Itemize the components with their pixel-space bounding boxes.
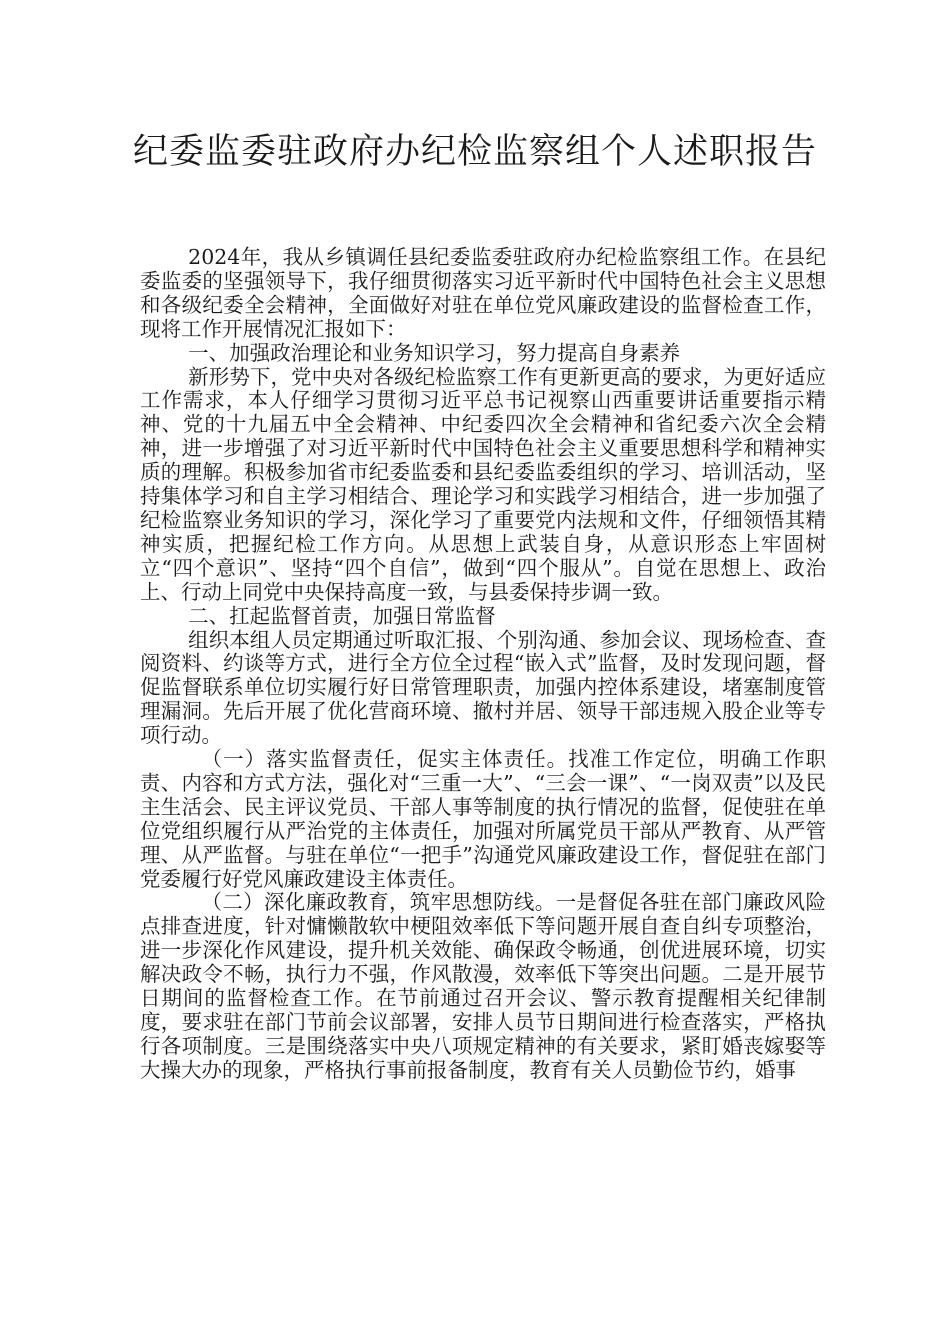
- subsection-1-paragraph: （一）落实监督责任，促实主体责任。找准工作定位，明确工作职责、内容和方式方法，强化对“三重一大”、“三会一课”、“一岗双责”以及民主生活会、民主评议党员、干部人事等制度的执行情况的监督，促使驻在单位党组织履行从严治党的主体责任，加强对所属党员干部从严教育、从严管理、从严监督。与驻在单位“一把手”沟通党风廉政建设工作，督促驻在部门党委履行好党风廉政建设主体责任。: [140, 747, 826, 891]
- subsection-2-paragraph: （二）深化廉政教育，筑牢思想防线。一是督促各驻在部门廉政风险点排查进度，针对慵懒散软中梗阻效率低下等问题开展自查自纠专项整治，进一步深化作风建设，提升机关效能、确保政令畅通，创优进展环境，切实解决政令不畅，执行力不强，作风散漫，效率低下等突出问题。二是开展节日期间的监督检查工作。在节前通过召开会议、警示教育提醒相关纪律制度，要求驻在部门节前会议部署，安排人员节日期间进行检查落实，严格执行各项制度。三是围绕落实中央八项规定精神的有关要求，紧盯婚丧嫁娶等大操大办的现象，严格执行事前报备制度，教育有关人员勤俭节约，婚事: [140, 890, 826, 1082]
- intro-paragraph: 2024年，我从乡镇调任县纪委监委驻政府办纪检监察组工作。在县纪委监委的坚强领导下，我仔细贯彻落实习近平新时代中国特色社会主义思想和各级纪委全会精神，全面做好对驻在单位党风廉政建设的监督检查工作，现将工作开展情况汇报如下：: [140, 245, 826, 341]
- document-body: [140, 246, 826, 1083]
- section-heading-1: 一、加强政治理论和业务知识学习，努力提高自身素养: [188, 340, 681, 365]
- document-title: 纪委监委驻政府办纪检监察组个人述职报告: [132, 132, 817, 172]
- section-heading-2: 二、扛起监督首责，加强日常监督: [188, 603, 496, 628]
- section-1-paragraph: 新形势下，党中央对各级纪检监察工作有更新更高的要求，为更好适应工作需求，本人仔细学习贯彻习近平总书记视察山西重要讲话重要指示精神、党的十九届五中全会精神、中纪委四次全会精神和省纪委六次全会精神，进一步增强了对习近平新时代中国特色社会主义重要思想科学和精神实质的理解。积极参加省市纪委监委和县纪委监委组织的学习、培训活动，坚持集体学习和自主学习相结合、理论学习和实践学习相结合，进一步加强了纪检监察业务知识的学习，深化学习了重要党内法规和文件，仔细领悟其精神实质，把握纪检工作方向。从思想上武装自身，从意识形态上牢固树立“四个意识”、坚持“四个自信”，做到“四个服从”。自觉在思想上、政治上、行动上同党中央保持高度一致，与县委保持步调一致。: [140, 364, 826, 604]
- section-2-paragraph: 组织本组人员定期通过听取汇报、个别沟通、参加会议、现场检查、查阅资料、约谈等方式，进行全方位全过程“嵌入式”监督，及时发现问题，督促监督联系单位切实履行好日常管理职责，加强内控体系建设，堵塞制度管理漏洞。先后开展了优化营商环境、撤村并居、领导干部违规入股企业等专项行动。: [140, 627, 826, 748]
